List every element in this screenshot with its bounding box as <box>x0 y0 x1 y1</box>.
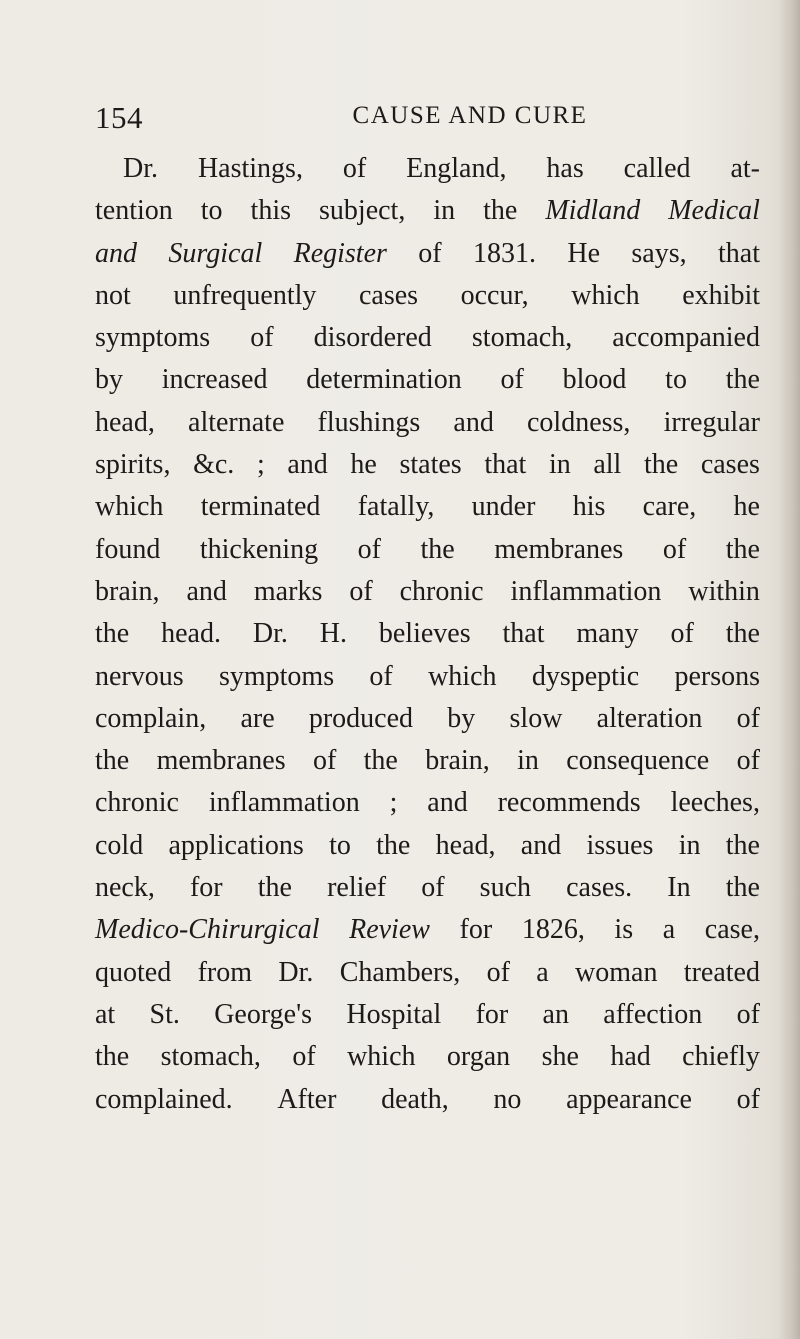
word: no <box>493 1083 522 1115</box>
text-line <box>95 656 760 698</box>
word: of <box>670 618 694 650</box>
word: Hastings, <box>197 153 303 184</box>
text-line <box>95 740 760 782</box>
word: of <box>736 745 760 777</box>
word: says, <box>631 237 687 269</box>
word: Medico-Chirurgical <box>95 914 320 946</box>
page-number: 154 <box>95 100 143 135</box>
word: death, <box>381 1083 449 1115</box>
text-line <box>95 486 760 528</box>
text-line <box>95 1036 760 1078</box>
page-edge-shadow <box>778 0 800 1339</box>
word: unfrequently <box>173 279 317 311</box>
word: states <box>399 449 462 481</box>
text-line <box>95 698 760 740</box>
word: that <box>718 237 760 269</box>
word: He <box>567 237 601 269</box>
word: cases <box>358 279 419 311</box>
text-line <box>95 952 760 994</box>
word: inflammation <box>510 575 662 607</box>
word: membranes <box>156 745 286 777</box>
word: Review <box>349 914 430 946</box>
word: the <box>725 829 760 861</box>
word: of <box>500 364 524 396</box>
word: of <box>486 956 510 988</box>
word: nervous <box>95 660 184 692</box>
word: in <box>678 829 701 861</box>
word: inflammation <box>208 787 360 819</box>
word: the <box>725 618 760 650</box>
word: of <box>349 575 373 607</box>
word: symptoms <box>95 322 211 354</box>
word: George's <box>214 998 313 1030</box>
word: the <box>363 745 398 777</box>
word: Surgical <box>168 237 263 269</box>
word: England, <box>406 153 507 184</box>
word: St. <box>149 998 180 1030</box>
word: cases <box>700 449 760 481</box>
word: for <box>189 872 223 904</box>
word: by <box>447 702 476 734</box>
word: Dr. <box>252 618 288 650</box>
word: within <box>688 575 760 607</box>
word: of <box>342 153 367 184</box>
word: H. <box>319 618 347 650</box>
text-line <box>95 825 760 867</box>
word: neck, <box>95 872 155 904</box>
body-text <box>95 148 760 1121</box>
word: the <box>483 195 518 227</box>
word: and <box>287 449 328 481</box>
word: of <box>662 533 687 565</box>
text-line <box>95 529 760 571</box>
word: in <box>548 449 571 481</box>
word: and <box>520 829 562 861</box>
word: persons <box>674 660 760 692</box>
word: of <box>421 872 445 904</box>
word: he <box>350 449 377 481</box>
word: consequence <box>566 745 710 777</box>
word: Hospital <box>346 998 442 1030</box>
text-line <box>95 359 760 401</box>
word: cases. <box>566 872 633 904</box>
word: the <box>257 872 292 904</box>
word: blood <box>562 364 627 396</box>
word: 1826, <box>521 914 585 946</box>
word: are <box>240 702 275 734</box>
word: exhibit <box>682 279 760 311</box>
word: of <box>418 237 442 269</box>
word: care, <box>642 491 697 523</box>
text-line <box>95 444 760 486</box>
word: the <box>643 449 679 481</box>
word: of <box>292 1041 316 1073</box>
word: chronic <box>95 787 179 819</box>
text-line <box>95 402 760 444</box>
text-line <box>95 1079 760 1121</box>
word: membranes <box>494 533 624 565</box>
word: the <box>95 745 130 777</box>
word: the <box>95 1041 130 1073</box>
word: Chambers, <box>339 956 461 988</box>
word: an <box>542 998 569 1030</box>
word: determination <box>306 364 462 396</box>
word: to <box>200 195 223 227</box>
text-line <box>95 148 760 190</box>
word: which <box>571 279 640 311</box>
word: found <box>95 533 161 565</box>
word: all <box>593 449 622 481</box>
word: After <box>277 1083 337 1115</box>
word: and <box>95 237 137 269</box>
text-line <box>95 782 760 824</box>
word: ; <box>389 787 398 819</box>
word: of <box>312 745 337 777</box>
word: Medical <box>668 195 760 227</box>
word: that <box>502 618 545 650</box>
running-title: CAUSE AND CURE <box>352 102 588 129</box>
word: many <box>576 618 639 650</box>
word: spirits, <box>95 449 171 481</box>
word: head, <box>435 829 496 861</box>
word: Register <box>293 237 387 269</box>
word: 1831. <box>472 237 536 269</box>
word: that <box>484 449 527 481</box>
word: of <box>736 702 760 734</box>
word: applications <box>168 829 304 861</box>
word: and <box>427 787 468 819</box>
word: not <box>95 279 131 311</box>
word: organ <box>446 1041 511 1073</box>
text-line <box>95 571 760 613</box>
word: believes <box>378 618 471 650</box>
word: chronic <box>399 575 484 607</box>
word: increased <box>161 364 268 396</box>
word: to <box>329 829 351 861</box>
text-line <box>95 613 760 655</box>
word: he <box>733 491 760 523</box>
word: for <box>459 914 493 946</box>
word: in <box>433 195 456 227</box>
word: subject, <box>319 195 406 227</box>
word: called <box>623 153 691 184</box>
text-line <box>95 190 760 232</box>
word: head. <box>161 618 221 650</box>
word: Dr. <box>123 153 158 184</box>
word: recommends <box>497 787 641 819</box>
word: the <box>95 618 130 650</box>
word: symptoms <box>218 660 335 692</box>
text-line <box>95 275 760 317</box>
text-line <box>95 317 760 359</box>
word: under <box>471 491 536 523</box>
word: thickening <box>199 533 319 565</box>
word: dyspeptic <box>531 660 640 692</box>
text-line <box>95 867 760 909</box>
word: fatally, <box>357 491 435 523</box>
word: by <box>95 364 123 396</box>
word: ; <box>256 449 265 481</box>
word: which <box>347 1041 416 1073</box>
word: irregular <box>663 406 760 438</box>
word: coldness, <box>526 406 631 438</box>
word: brain, <box>425 745 490 777</box>
word: is <box>614 914 634 946</box>
word: the <box>725 364 760 396</box>
word: at <box>95 998 116 1030</box>
word: and <box>453 406 494 438</box>
word: brain, <box>95 575 160 607</box>
word: leeches, <box>670 787 760 819</box>
word: the <box>376 829 411 861</box>
word: the <box>725 872 760 904</box>
word: issues <box>586 829 654 861</box>
word: quoted <box>95 956 172 988</box>
word: disordered <box>313 322 432 354</box>
word: which <box>428 660 497 692</box>
word: a <box>536 956 549 988</box>
word: of <box>369 660 393 692</box>
word: such <box>479 872 531 904</box>
word: occur, <box>460 279 529 311</box>
word: affection <box>603 998 703 1030</box>
word: at- <box>730 153 760 184</box>
word: the <box>725 533 760 565</box>
word: woman <box>575 956 658 988</box>
word: of <box>250 322 274 354</box>
text-line <box>95 994 760 1036</box>
word: complained. <box>95 1083 233 1115</box>
word: accompanied <box>612 322 760 354</box>
word: of <box>736 1083 760 1115</box>
word: treated <box>683 956 760 988</box>
word: produced <box>308 702 414 734</box>
word: for <box>475 998 509 1030</box>
word: in <box>517 745 539 777</box>
word: marks <box>253 575 323 607</box>
word: of <box>736 998 760 1030</box>
word: a <box>662 914 676 946</box>
word: this <box>250 195 292 227</box>
word: tention <box>95 195 173 227</box>
word: from <box>197 956 252 988</box>
word: the <box>420 533 455 565</box>
word: flushings <box>317 406 421 438</box>
word: slow <box>509 702 563 734</box>
word: Dr. <box>278 956 314 988</box>
word: Midland <box>545 195 641 227</box>
word: had <box>610 1041 651 1073</box>
word: she <box>541 1041 579 1073</box>
word: of <box>357 533 381 565</box>
text-line <box>95 909 760 951</box>
word: appearance <box>566 1083 692 1115</box>
word: In <box>667 872 691 904</box>
word: head, <box>95 406 155 438</box>
word: chiefly <box>682 1041 760 1073</box>
word: relief <box>327 872 387 904</box>
word: stomach, <box>160 1041 261 1073</box>
word: terminated <box>200 491 321 523</box>
text-line <box>95 233 760 275</box>
word: his <box>572 491 606 523</box>
word: and <box>186 575 227 607</box>
word: &c. <box>193 449 235 481</box>
word: to <box>665 364 687 396</box>
word: case, <box>704 914 760 946</box>
word: stomach, <box>471 322 573 354</box>
word: cold <box>95 829 144 861</box>
word: alteration <box>596 702 703 734</box>
word: alternate <box>188 406 285 438</box>
word: has <box>546 153 584 184</box>
word: which <box>95 491 164 523</box>
page-header <box>95 100 760 140</box>
word: complain, <box>95 702 207 734</box>
